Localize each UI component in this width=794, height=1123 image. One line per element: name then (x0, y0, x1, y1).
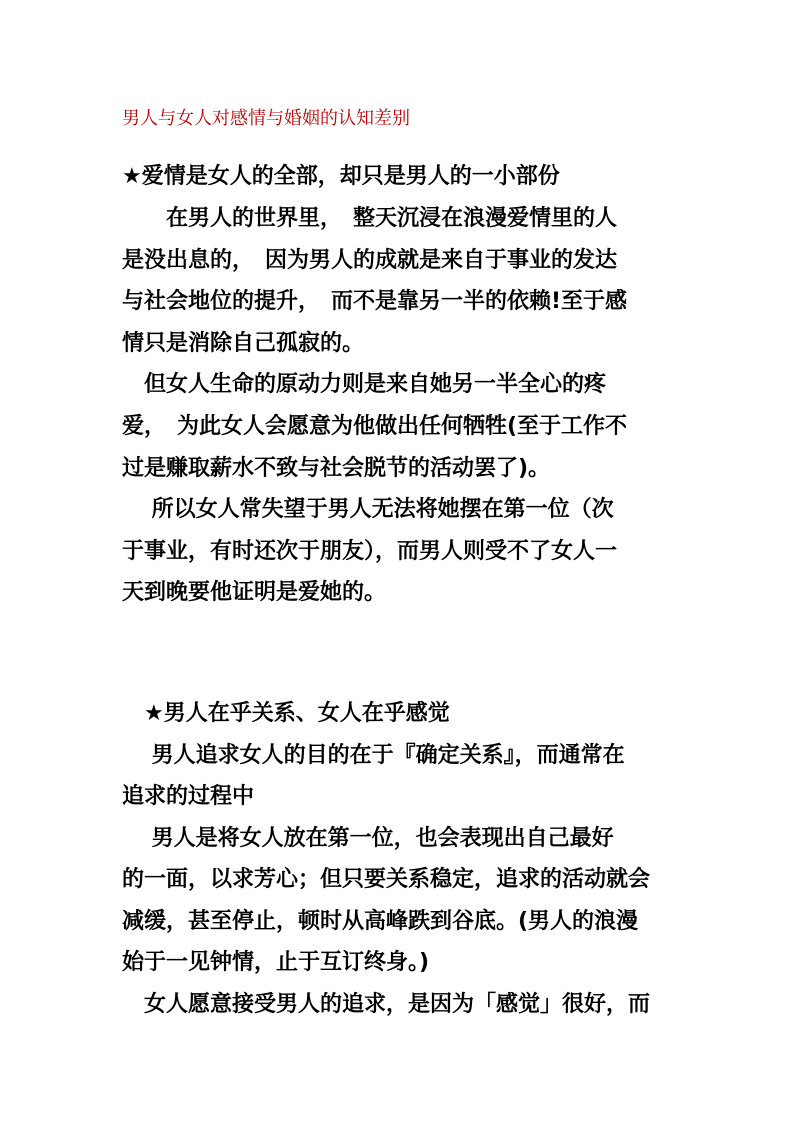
paragraph-line: 于事业，有时还次于朋友），而男人则受不了女人一 (122, 539, 618, 564)
paragraph-line: 女人愿意接受男人的追求，是因为「感觉」很好，而 (122, 992, 651, 1017)
paragraph-line: 追求的过程中 (122, 784, 255, 809)
paragraph-line: 所以女人常失望于男人无法将她摆在第一位（次 (122, 497, 614, 522)
paragraph-line: 始于一见钟情，止于互订终身。) (122, 950, 430, 975)
paragraph-line: 天到晚要他证明是爱她的。 (122, 580, 387, 605)
paragraph-line: 与社会地位的提升， 而不是靠另一半的依赖!至于感 (122, 289, 628, 314)
paragraph-line: 男人是将女人放在第一位，也会表现出自己最好 (122, 826, 614, 851)
paragraph-line: 是没出息的， 因为男人的成就是来自于事业的发达 (122, 248, 618, 273)
paragraph-line: 爱， 为此女人会愿意为他做出任何牺牲(至于工作不 (122, 414, 628, 439)
section-heading: ★爱情是女人的全部，却只是男人的一小部份 (122, 164, 560, 189)
paragraph-line: 过是赚取薪水不致与社会脱节的活动罢了)。 (122, 456, 551, 481)
paragraph-line: 情只是消除自己孤寂的。 (122, 331, 365, 356)
paragraph-line: 减缓，甚至停止，顿时从高峰跌到谷底。(男人的浪漫 (122, 909, 639, 934)
document-title: 男人与女人对感情与婚姻的认知差别 (122, 108, 410, 129)
paragraph-line: 男人追求女人的目的在于『确定关系』，而通常在 (122, 743, 625, 768)
paragraph-line: 但女人生命的原动力则是来自她另一半全心的疼 (122, 372, 607, 397)
paragraph-line: 在男人的世界里， 整天沉浸在浪漫爱情里的人 (122, 206, 618, 231)
section-heading: ★男人在乎关系、女人在乎感觉 (122, 701, 450, 726)
paragraph-line: 的一面，以求芳心；但只要关系稳定，追求的活动就会 (122, 867, 651, 892)
